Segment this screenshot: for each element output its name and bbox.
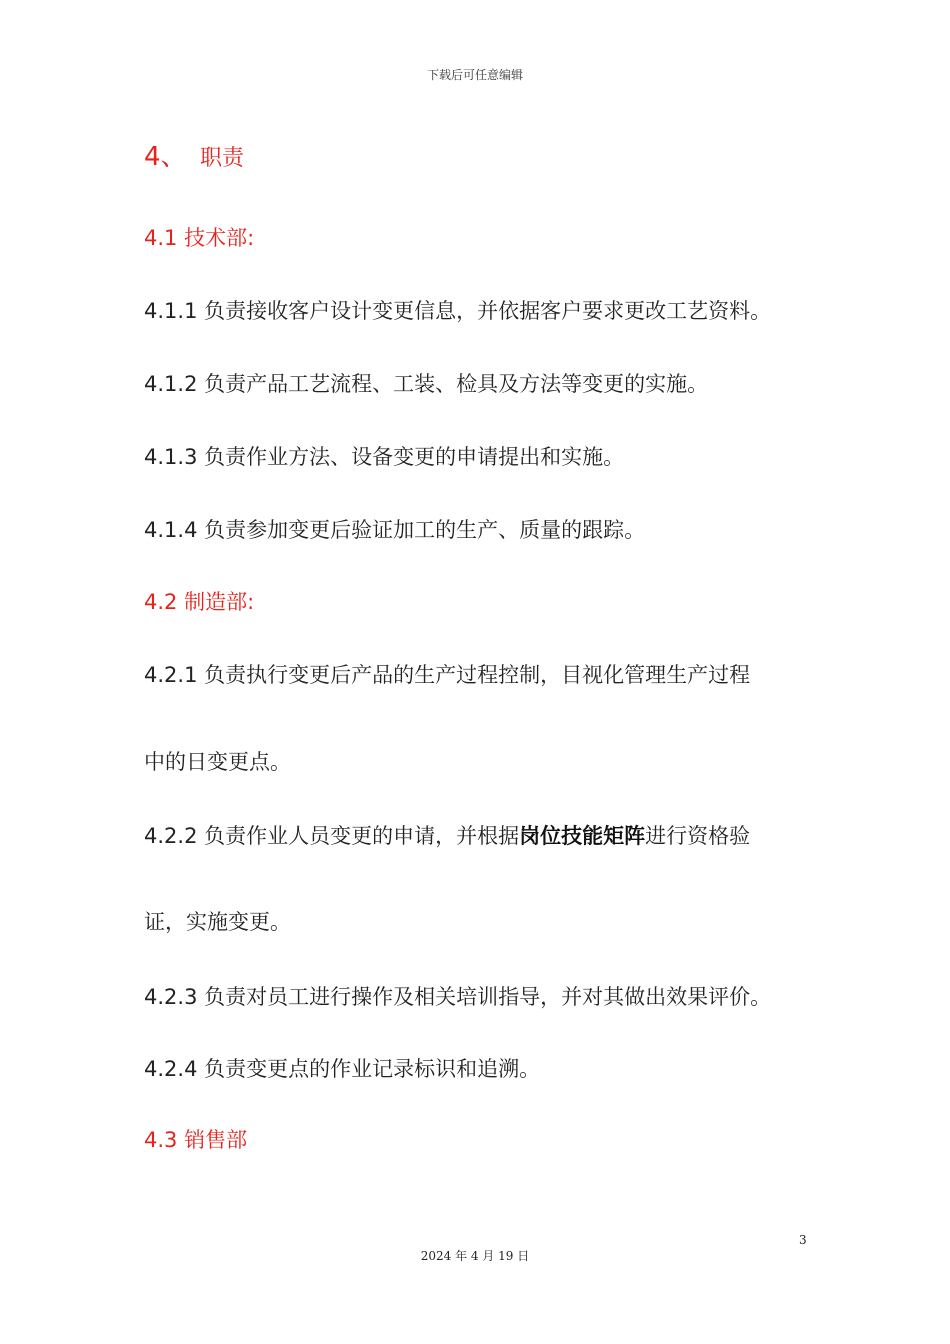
section-number: 4、 bbox=[144, 142, 187, 172]
paragraph-4-2-2-pre: 4.2.2 负责作业人员变更的申请，并根据 bbox=[144, 824, 520, 848]
paragraph-4-1-3: 4.1.3 负责作业方法、设备变更的申请提出和实施。 bbox=[144, 445, 625, 469]
page-footer-date: 2024 年 4 月 19 日 bbox=[420, 1249, 530, 1263]
page-number: 3 bbox=[799, 1233, 807, 1247]
section-heading bbox=[144, 136, 244, 173]
paragraph-4-2-2-post: 进行资格验 bbox=[645, 824, 751, 848]
paragraph-4-2-3: 4.2.3 负责对员工进行操作及相关培训指导，并对其做出效果评价。 bbox=[144, 985, 772, 1009]
paragraph-4-2-1-line1: 4.2.1 负责执行变更后产品的生产过程控制，目视化管理生产过程 bbox=[144, 663, 751, 687]
page-header: 下载后可任意编辑 bbox=[426, 68, 523, 82]
paragraph-4-2-4: 4.2.4 负责变更点的作业记录标识和追溯。 bbox=[144, 1057, 541, 1081]
paragraph-4-2-2-line1 bbox=[144, 820, 750, 850]
skill-matrix-term: 岗位技能矩阵 bbox=[519, 824, 646, 848]
subsection-heading-4-3: 4.3 销售部 bbox=[144, 1128, 248, 1152]
paragraph-4-1-2: 4.1.2 负责产品工艺流程、工装、检具及方法等变更的实施。 bbox=[144, 372, 709, 396]
section-title: 职责 bbox=[200, 146, 245, 171]
subsection-heading-4-1: 4.1 技术部: bbox=[144, 226, 255, 250]
subsection-heading-4-2: 4.2 制造部: bbox=[144, 590, 255, 614]
paragraph-4-1-1: 4.1.1 负责接收客户设计变更信息，并依据客户要求更改工艺资料。 bbox=[144, 299, 772, 323]
paragraph-4-1-4: 4.1.4 负责参加变更后验证加工的生产、质量的跟踪。 bbox=[144, 518, 646, 542]
paragraph-4-2-2-line2: 证，实施变更。 bbox=[144, 910, 291, 934]
paragraph-4-2-1-line2: 中的日变更点。 bbox=[144, 750, 291, 774]
